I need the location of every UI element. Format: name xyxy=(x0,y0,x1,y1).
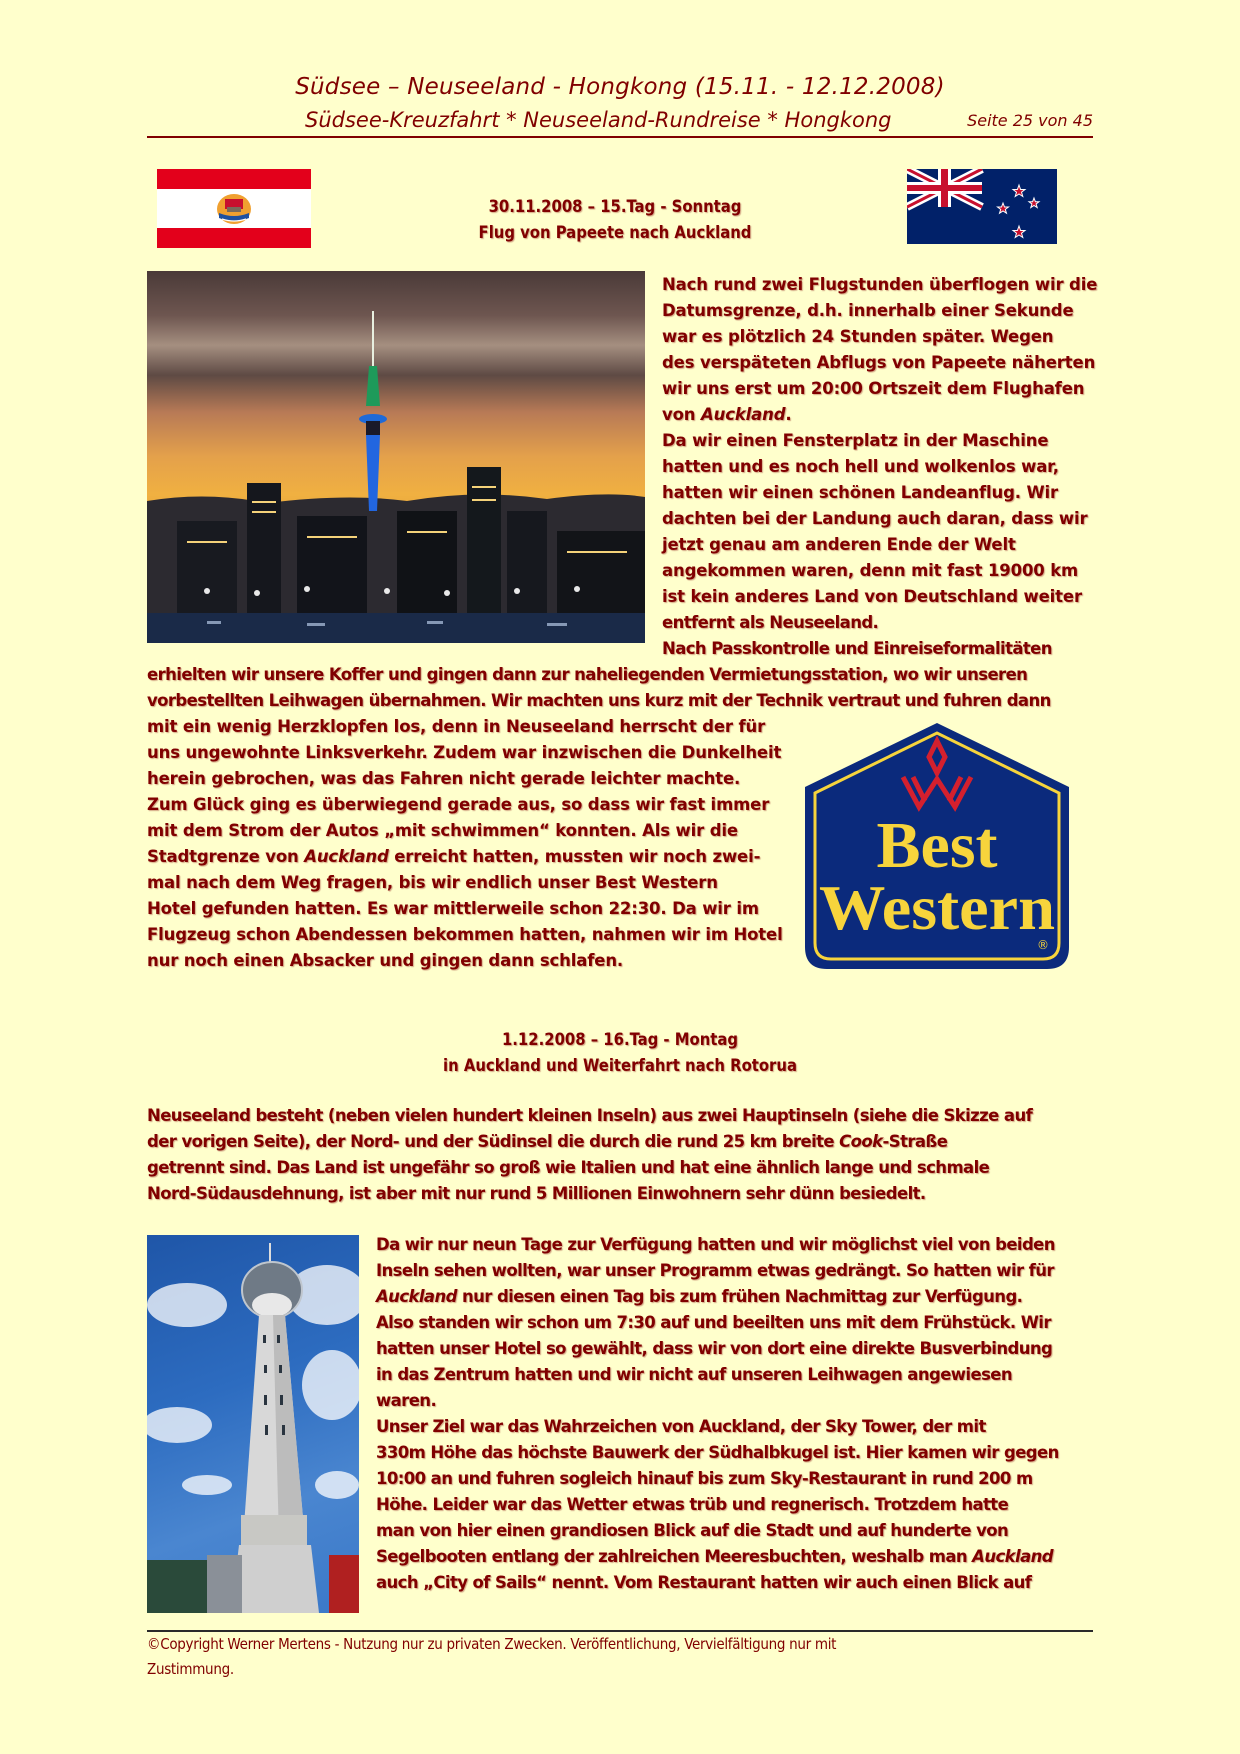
text-line: mal nach dem Weg fragen, bis wir endlich unser Best Western xyxy=(147,873,718,892)
copyright-notice xyxy=(147,1632,1087,1682)
text-line: hatten und es noch hell und wolkenlos war, xyxy=(662,457,1059,476)
best-western-logo xyxy=(797,717,1077,975)
text-line: Höhe. Leider war das Wetter etwas trüb und regnerisch. Trotzdem hatte xyxy=(376,1495,1009,1514)
text-line: Datumsgrenze, d.h. innerhalb einer Sekunde xyxy=(662,301,1074,320)
registered-mark: ® xyxy=(1037,938,1049,952)
text-line: jetzt genau am anderen Ende der Welt xyxy=(662,535,1016,554)
text-line: getrennt sind. Das Land ist ungefähr so groß wie Italien und hat eine ähnlich lange und schmale xyxy=(147,1158,990,1177)
day-title: in Auckland und Weiterfahrt nach Rotorua xyxy=(443,1056,797,1075)
text-line: erhielten wir unsere Koffer und gingen dann zur naheliegenden Vermietungsstation, wo wir unseren xyxy=(147,665,1028,684)
day-date-line: 30.11.2008 – 15.Tag - Sonntag xyxy=(488,197,742,216)
day-heading-15 xyxy=(395,194,835,246)
text-line: 330m Höhe das höchste Bauwerk der Südhalbkugel ist. Hier kamen wir gegen xyxy=(376,1443,1059,1462)
text-line: nur noch einen Absacker und gingen dann schlafen. xyxy=(147,951,624,970)
text-line: der vorigen Seite), der Nord- und der Südinsel die durch die rund 25 km breite Cook-Straße xyxy=(147,1132,948,1151)
text-line: waren. xyxy=(376,1391,437,1410)
text-line: mit dem Strom der Autos „mit schwimmen“ konnten. Als wir die xyxy=(147,821,738,840)
document-subtitle-bar xyxy=(147,108,1093,138)
text-line: Stadtgrenze von Auckland erreicht hatten, mussten wir noch zwei- xyxy=(147,847,761,866)
day-title: Flug von Papeete nach Auckland xyxy=(478,223,752,242)
text-line: Da wir nur neun Tage zur Verfügung hatten und wir möglichst viel von beiden xyxy=(376,1235,1055,1254)
text-line: 10:00 an und fuhren sogleich hinauf bis zum Sky-Restaurant in rund 200 m xyxy=(376,1469,1033,1488)
text-line: man von hier einen grandiosen Blick auf die Stadt und auf hunderte von xyxy=(376,1521,1009,1540)
page-number: Seite 25 von 45 xyxy=(967,111,1093,130)
text-line: Also standen wir schon um 7:30 auf und beeilten uns mit dem Frühstück. Wir xyxy=(376,1313,1051,1332)
logo-word-best: Best xyxy=(876,809,998,882)
place-name-italic: Auckland xyxy=(700,405,786,424)
text-line: Segelbooten entlang der zahlreichen Meeresbuchten, weshalb man Auckland xyxy=(376,1547,1053,1566)
day1-left-column-text xyxy=(147,714,787,974)
text-line: Nord-Südausdehnung, ist aber mit nur rund 5 Millionen Einwohnern sehr dünn besiedelt. xyxy=(147,1184,926,1203)
new-zealand-flag-icon xyxy=(907,169,1057,244)
text-line: dachten bei der Landung auch daran, dass wir xyxy=(662,509,1088,528)
text-line: hatten unser Hotel so gewählt, dass wir von dort eine direkte Busverbindung xyxy=(376,1339,1053,1358)
text-line: Nach rund zwei Flugstunden überflogen wir die xyxy=(662,275,1098,294)
text-line: vorbestellten Leihwagen übernahmen. Wir machten uns kurz mit der Technik vertraut und fuhren dann xyxy=(147,691,1051,710)
text-line: in das Zentrum hatten und wir nicht auf unseren Leihwagen angewiesen xyxy=(376,1365,1013,1384)
place-name-italic: Auckland xyxy=(972,1547,1053,1566)
day-heading-16 xyxy=(370,1027,870,1079)
logo-word-western: Western xyxy=(819,872,1055,943)
copyright-line-1: ©Copyright Werner Mertens - Nutzung nur zu privaten Zwecken. Veröffentlichung, Vervielfältigung nur mit xyxy=(147,1635,837,1653)
document-subtitle: Südsee-Kreuzfahrt * Neuseeland-Rundreise * Hongkong xyxy=(305,108,892,132)
text-line: wir uns erst um 20:00 Ortszeit dem Flughafen xyxy=(662,379,1085,398)
text-line: herein gebrochen, was das Fahren nicht gerade leichter machte. xyxy=(147,769,741,788)
french-polynesia-flag-icon xyxy=(157,169,311,248)
text-line: ist kein anderes Land von Deutschland weiter xyxy=(662,587,1082,606)
text-line: auch „City of Sails“ nennt. Vom Restaurant hatten wir auch einen Blick auf xyxy=(376,1573,1032,1592)
text-line: mit ein wenig Herzklopfen los, denn in Neuseeland herrscht der für xyxy=(147,717,766,736)
text-line: Zum Glück ging es überwiegend gerade aus, so dass wir fast immer xyxy=(147,795,770,814)
text-line: war es plötzlich 24 Stunden später. Wegen xyxy=(662,327,1054,346)
text-line: Inseln sehen wollten, war unser Programm etwas gedrängt. So hatten wir für xyxy=(376,1261,1054,1280)
text-line: Nach Passkontrolle und Einreiseformalitäten xyxy=(662,639,1052,658)
day2-intro-text xyxy=(147,1103,1093,1207)
day2-right-column-text xyxy=(376,1232,1096,1596)
text-line: von Auckland. xyxy=(662,405,792,424)
text-line: Hotel gefunden hatten. Es war mittlerweile schon 22:30. Da wir im xyxy=(147,899,759,918)
text-line: Unser Ziel war das Wahrzeichen von Auckland, der Sky Tower, der mit xyxy=(376,1417,986,1436)
day1-full-width-text xyxy=(147,662,1093,714)
text-line: Auckland nur diesen einen Tag bis zum frühen Nachmittag zur Verfügung. xyxy=(376,1287,1023,1306)
sky-tower-photo xyxy=(147,1235,359,1613)
day1-right-column-text xyxy=(662,272,1102,662)
text-line: angekommen waren, denn mit fast 19000 km xyxy=(662,561,1079,580)
text-line: hatten wir einen schönen Landeanflug. Wir xyxy=(662,483,1059,502)
document-title: Südsee – Neuseeland - Hongkong (15.11. - 12.12.2008) xyxy=(295,74,945,100)
text-line: des verspäteten Abflugs von Papeete näherten xyxy=(662,353,1096,372)
copyright-line-2: Zustimmung. xyxy=(147,1660,234,1678)
text-line: Flugzeug schon Abendessen bekommen hatten, nahmen wir im Hotel xyxy=(147,925,783,944)
text-line: Da wir einen Fensterplatz in der Maschine xyxy=(662,431,1049,450)
text-line: Neuseeland besteht (neben vielen hundert kleinen Inseln) aus zwei Hauptinseln (siehe die Skizze auf xyxy=(147,1106,1033,1125)
place-name-italic: Auckland xyxy=(376,1287,457,1306)
text-line: uns ungewohnte Linksverkehr. Zudem war inzwischen die Dunkelheit xyxy=(147,743,782,762)
text-line: entfernt als Neuseeland. xyxy=(662,613,879,632)
place-name-italic: Cook xyxy=(839,1132,883,1151)
auckland-skyline-photo xyxy=(147,271,645,643)
place-name-italic: Auckland xyxy=(304,847,389,866)
day-date-line: 1.12.2008 – 16.Tag - Montag xyxy=(501,1030,739,1049)
